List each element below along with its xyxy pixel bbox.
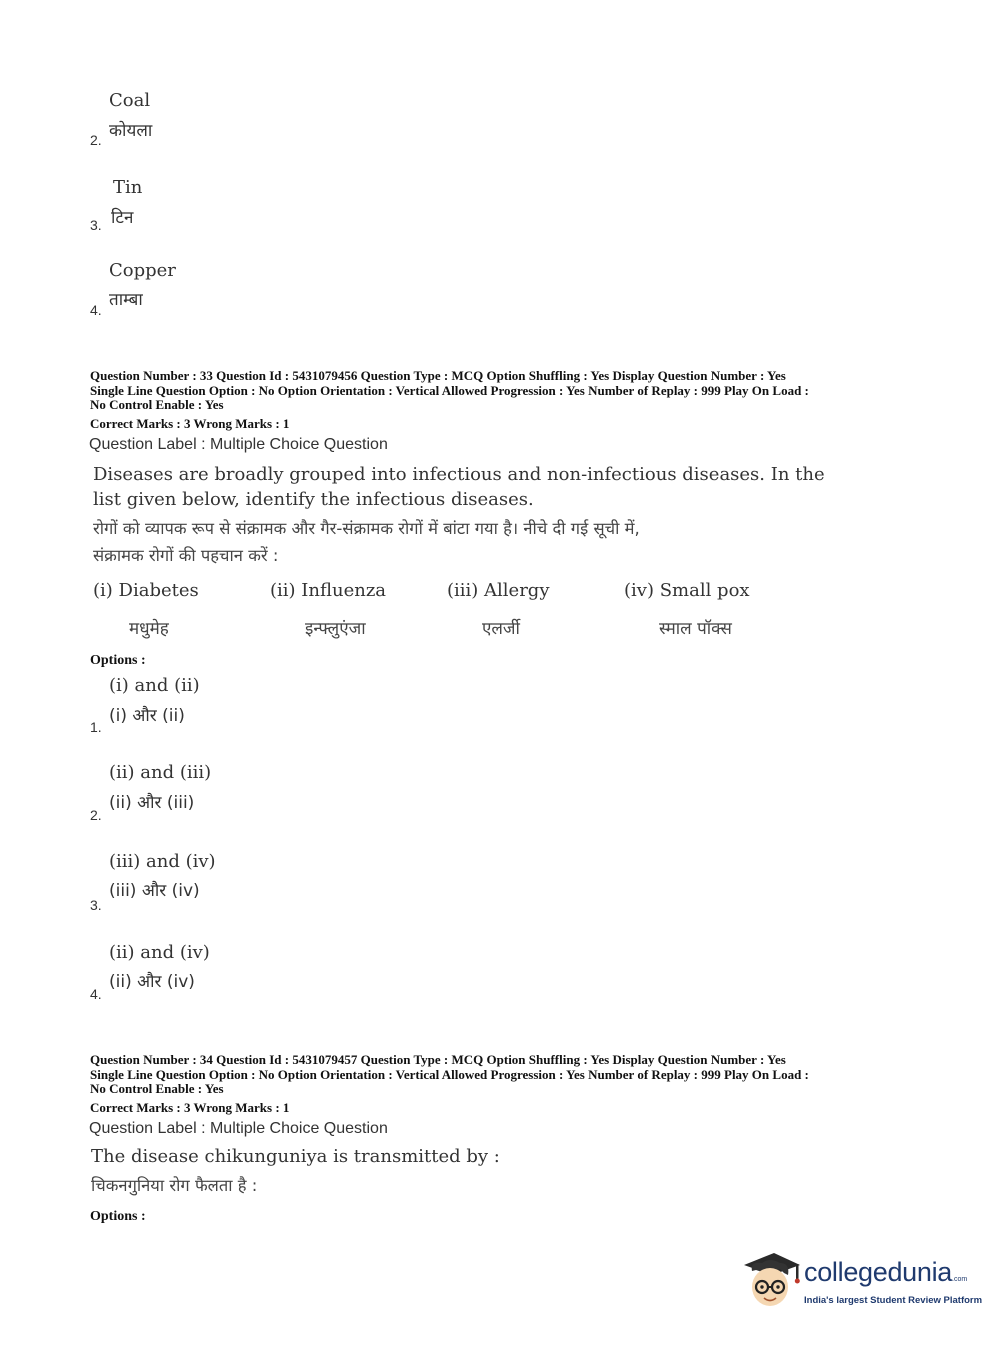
logo-suffix: .com	[952, 1276, 968, 1283]
option-2-hindi: कोयला	[109, 121, 153, 141]
options-header: Options :	[90, 653, 146, 668]
marks-line: Correct Marks : 3 Wrong Marks : 1	[90, 416, 290, 431]
option-4-hindi: (ii) और (iv)	[109, 972, 195, 992]
disease-item-1-hindi: मधुमेह	[129, 619, 169, 639]
marks-line: Correct Marks : 3 Wrong Marks : 1	[90, 1100, 290, 1115]
option-1-hindi: (i) और (ii)	[109, 706, 185, 726]
option-4-number: 4.	[90, 302, 102, 318]
disease-item-2: (ii) Influenza	[270, 580, 387, 601]
question-meta-line: Question Number : 33 Question Id : 5431079456 Question Type : MCQ Option Shuffling : Yes Display Question Number : Yes	[90, 368, 786, 383]
option-3-number: 3.	[90, 897, 102, 913]
question-text-line: list given below, identify the infectious diseases.	[93, 489, 534, 510]
collegedunia-logo	[740, 1247, 983, 1317]
logo-wordmark: collegedunia	[804, 1257, 953, 1287]
option-3-number: 3.	[90, 217, 102, 233]
question-text-english	[93, 462, 825, 512]
option-2-number: 2.	[90, 132, 102, 148]
question-text-line: Diseases are broadly grouped into infectious and non-infectious diseases. In the	[93, 464, 825, 485]
disease-item-3-hindi: एलर्जी	[482, 619, 520, 639]
question-text-hindi: चिकनगुनिया रोग फैलता है :	[91, 1176, 258, 1195]
logo-tagline: India's largest Student Review Platform	[804, 1295, 983, 1306]
option-2-hindi: (ii) और (iii)	[109, 793, 195, 813]
question-label: Question Label : Multiple Choice Question	[89, 1120, 388, 1137]
option-3-english: Tin	[113, 177, 143, 198]
option-4-english: (ii) and (iv)	[109, 942, 210, 963]
question-meta-line: Single Line Question Option : No Option Orientation : Vertical Allowed Progression : Yes Number of Replay : 999 Play On Load :	[90, 1066, 809, 1082]
option-4-hindi: ताम्बा	[109, 290, 143, 310]
question-meta-line: Question Number : 34 Question Id : 5431079457 Question Type : MCQ Option Shuffling : Yes Display Question Number : Yes	[90, 1052, 786, 1067]
option-3-hindi: (iii) और (iv)	[109, 881, 200, 901]
options-header: Options :	[90, 1209, 146, 1224]
disease-item-2-hindi: इन्फ्लुएंजा	[305, 619, 366, 639]
question-meta-line: No Control Enable : Yes	[90, 397, 224, 412]
option-2-english: (ii) and (iii)	[109, 762, 212, 783]
question-meta-line: Single Line Question Option : No Option Orientation : Vertical Allowed Progression : Yes Number of Replay : 999 Play On Load :	[90, 382, 809, 398]
disease-item-4: (iv) Small pox	[624, 580, 750, 601]
option-3-english: (iii) and (iv)	[109, 851, 216, 872]
option-1-number: 1.	[90, 719, 102, 735]
disease-item-1: (i) Diabetes	[93, 580, 199, 601]
mascot-icon	[740, 1249, 802, 1311]
question-meta-line: No Control Enable : Yes	[90, 1081, 224, 1096]
question-text-english: The disease chikunguniya is transmitted by :	[91, 1146, 500, 1167]
question-text-hindi: रोगों को व्यापक रूप से संक्रामक और गैर-संक्रामक रोगों में बांटा गया है। नीचे दी गई सूची में,	[93, 519, 640, 538]
disease-item-3: (iii) Allergy	[447, 580, 550, 601]
option-1-english: (i) and (ii)	[109, 675, 200, 696]
option-4-english: Copper	[109, 260, 176, 281]
option-2-english: Coal	[109, 90, 151, 111]
option-4-number: 4.	[90, 986, 102, 1002]
option-3-hindi: टिन	[111, 208, 134, 228]
option-2-number: 2.	[90, 807, 102, 823]
question-label: Question Label : Multiple Choice Question	[89, 436, 388, 453]
question-text-hindi: संक्रामक रोगों की पहचान करें :	[93, 546, 279, 565]
disease-item-4-hindi: स्माल पॉक्स	[659, 619, 732, 639]
